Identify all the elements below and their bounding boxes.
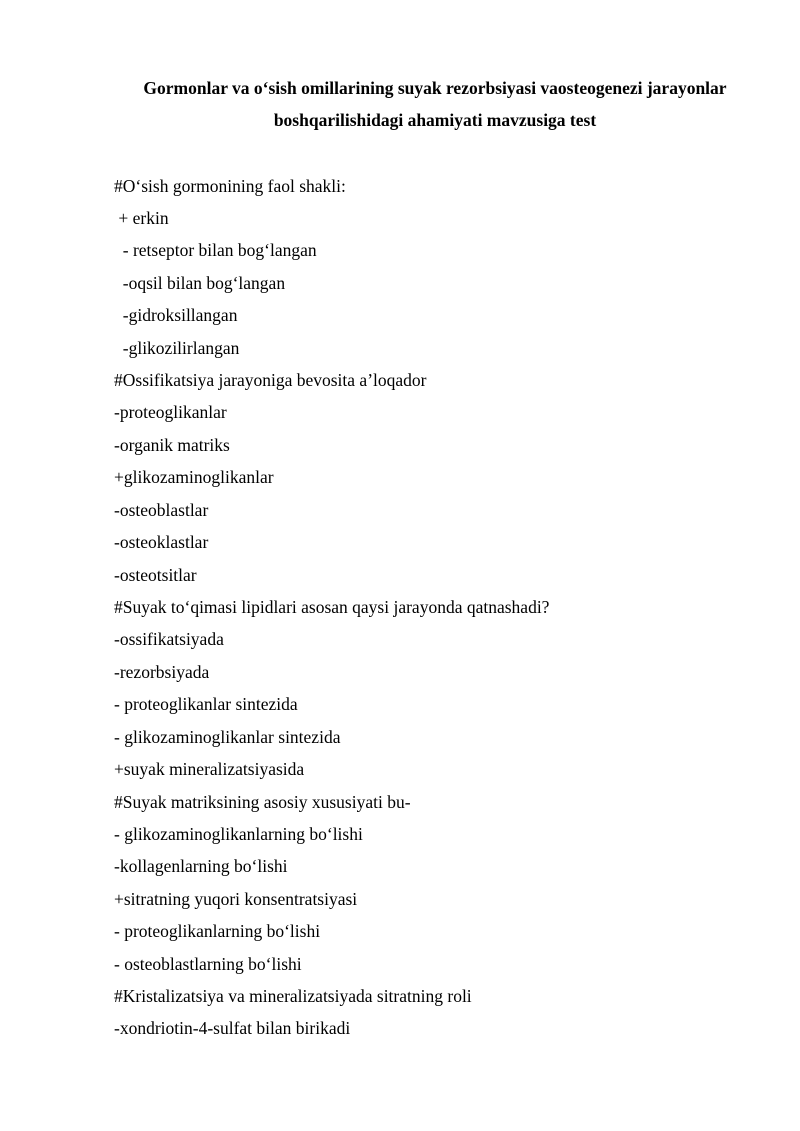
answer-line: -rezorbsiyada <box>114 662 210 682</box>
answer-line: - glikozaminoglikanlarning bo‘lishi <box>114 824 363 844</box>
answer-line: -xondriotin-4-sulfat bilan birikadi <box>114 1018 351 1038</box>
question-1: #O‘sish gormonining faol shakli: <box>114 176 346 196</box>
answer-line: -osteotsitlar <box>114 565 197 585</box>
answer-line: +sitratning yuqori konsentratsiyasi <box>114 889 358 909</box>
document-title-line-2: boshqarilishidagi ahamiyati mavzusiga test <box>273 110 597 130</box>
answer-line: - retseptor bilan bog‘langan <box>114 240 317 260</box>
answer-line: + erkin <box>114 208 169 228</box>
answer-line: -ossifikatsiyada <box>114 629 224 649</box>
answer-line: - osteoblastlarning bo‘lishi <box>114 954 302 974</box>
answer-line: -glikozilirlangan <box>114 338 240 358</box>
answer-line: +glikozaminoglikanlar <box>114 467 274 487</box>
answer-line: - glikozaminoglikanlar sintezida <box>114 727 341 747</box>
answer-line: - proteoglikanlarning bo‘lishi <box>114 921 321 941</box>
question-3: #Suyak to‘qimasi lipidlari asosan qaysi jarayonda qatnashadi? <box>114 597 550 617</box>
document-title-line-1: Gormonlar va o‘sish omillarining suyak rezorbsiyasi vaosteogenezi jarayonlar <box>143 78 727 98</box>
question-5: #Kristalizatsiya va mineralizatsiyada sitratning roli <box>114 986 472 1006</box>
answer-line: - proteoglikanlar sintezida <box>114 694 298 714</box>
answer-line: -proteoglikanlar <box>114 402 227 422</box>
question-2: #Ossifikatsiya jarayoniga bevosita a’loqador <box>114 370 427 390</box>
question-4: #Suyak matriksining asosiy xususiyati bu- <box>114 792 411 812</box>
answer-line: -oqsil bilan bog‘langan <box>114 273 286 293</box>
answer-line: -osteoblastlar <box>114 500 209 520</box>
answer-line: +suyak mineralizatsiyasida <box>114 759 305 779</box>
answer-line: -osteoklastlar <box>114 532 209 552</box>
answer-line: -kollagenlarning bo‘lishi <box>114 856 288 876</box>
answer-line: -gidroksillangan <box>114 305 238 325</box>
answer-line: -organik matriks <box>114 435 230 455</box>
